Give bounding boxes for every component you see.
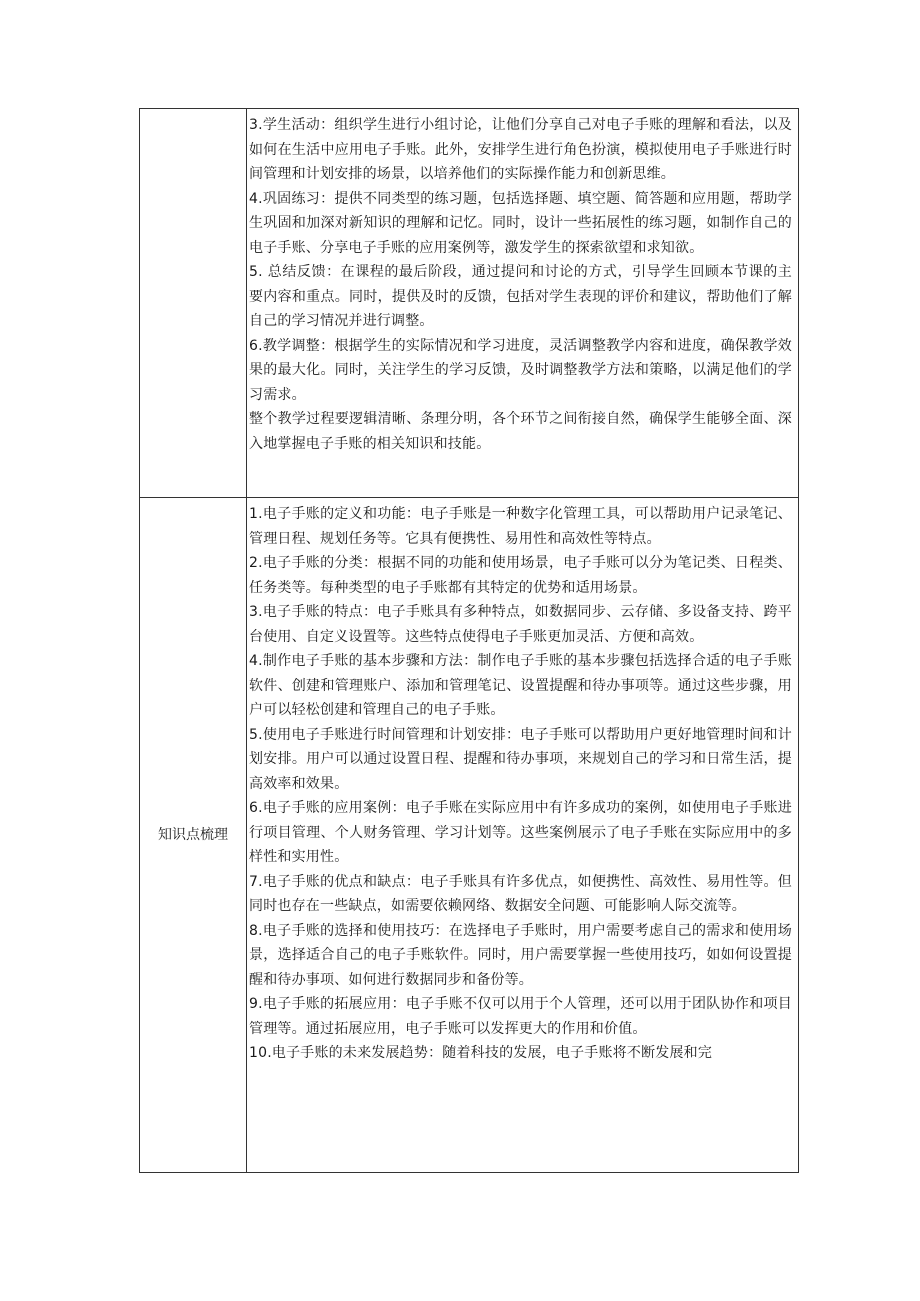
knowledge-point-2: 2.电子手账的分类：根据不同的功能和使用场景，电子手账可以分为笔记类、日程类、任务类等。每种类型的电子手账都有其特定的优势和适用场景。 (249, 555, 792, 596)
knowledge-point-6: 6.电子手账的应用案例：电子手账在实际应用中有许多成功的案例，如使用电子手账进行项目管理、个人财务管理、学习计划等。这些案例展示了电子手账在实际应用中的多样性和实用性。 (249, 800, 792, 865)
knowledge-point-8: 8.电子手账的选择和使用技巧：在选择电子手账时，用户需要考虑自己的需求和使用场景，选择适合自己的电子手账软件。同时，用户需要掌握一些使用技巧，如如何设置提醒和待办事项、如何进行数据同步和备份等。 (249, 922, 792, 988)
knowledge-point-7: 7.电子手账的优点和缺点：电子手账具有许多优点，如便携性、高效性、易用性等。但同时也存在一些缺点，如需要依赖网络、数据安全问题、可能影响人际交流等。 (249, 873, 792, 914)
paragraph-teaching-adjustment: 6.教学调整：根据学生的实际情况和学习进度，灵活调整教学内容和进度，确保教学效果的最大化。同时，关注学生的学习反馈，及时调整教学方法和策略，以满足他们的学习需求。 (249, 337, 792, 403)
paragraph-overall: 整个教学过程要逻辑清晰、条理分明，各个环节之间衔接自然，确保学生能够全面、深入地掌握电子手账的相关知识和技能。 (249, 411, 792, 452)
teaching-process-content (247, 109, 799, 498)
paragraph-summary-feedback: 5. 总结反馈：在课程的最后阶段，通过提问和讨论的方式，引导学生回顾本节课的主要内容和重点。同时，提供及时的反馈，包括对学生表现的评价和建议，帮助他们了解自己的学习情况并进行调整。 (249, 264, 792, 329)
teaching-process-row (140, 109, 799, 498)
row-label-empty (140, 109, 247, 498)
knowledge-point-5: 5.使用电子手账进行时间管理和计划安排：电子手账可以帮助用户更好地管理时间和计划安排。用户可以通过设置日程、提醒和待办事项，来规划自己的学习和日常生活，提高效率和效果。 (249, 726, 792, 792)
knowledge-point-1: 1.电子手账的定义和功能：电子手账是一种数字化管理工具，可以帮助用户记录笔记、管理日程、规划任务等。它具有便携性、易用性和高效性等特点。 (249, 506, 792, 547)
knowledge-point-9: 9.电子手账的拓展应用：电子手账不仅可以用于个人管理，还可以用于团队协作和项目管理等。通过拓展应用，电子手账可以发挥更大的作用和价值。 (249, 996, 792, 1037)
paragraph-consolidation-practice: 4.巩固练习：提供不同类型的练习题，包括选择题、填空题、简答题和应用题，帮助学生巩固和加深对新知识的理解和记忆。同时，设计一些拓展性的练习题，如制作自己的电子手账、分享电子手账的应用案例等，激发学生的探索欲望和求知欲。 (249, 190, 792, 256)
knowledge-point-3: 3.电子手账的特点：电子手账具有多种特点，如数据同步、云存储、多设备支持、跨平台使用、自定义设置等。这些特点使得电子手账更加灵活、方便和高效。 (249, 604, 792, 645)
knowledge-point-4: 4.制作电子手账的基本步骤和方法：制作电子手账的基本步骤包括选择合适的电子手账软件、创建和管理账户、添加和管理笔记、设置提醒和待办事项等。通过这些步骤，用户可以轻松创建和管理自己的电子手账。 (249, 653, 792, 718)
knowledge-points-row (140, 498, 799, 1173)
knowledge-point-10: 10.电子手账的未来发展趋势：随着科技的发展，电子手账将不断发展和完 (249, 1045, 713, 1061)
paragraph-student-activity: 3.学生活动：组织学生进行小组讨论，让他们分享自己对电子手账的理解和看法，以及如何在生活中应用电子手账。此外，安排学生进行角色扮演，模拟使用电子手账进行时间管理和计划安排的场景，以培养他们的实际操作能力和创新思维。 (249, 117, 792, 182)
knowledge-points-content (247, 498, 799, 1173)
knowledge-points-label: 知识点梳理 (140, 498, 247, 1173)
lesson-plan-table (139, 108, 799, 1173)
